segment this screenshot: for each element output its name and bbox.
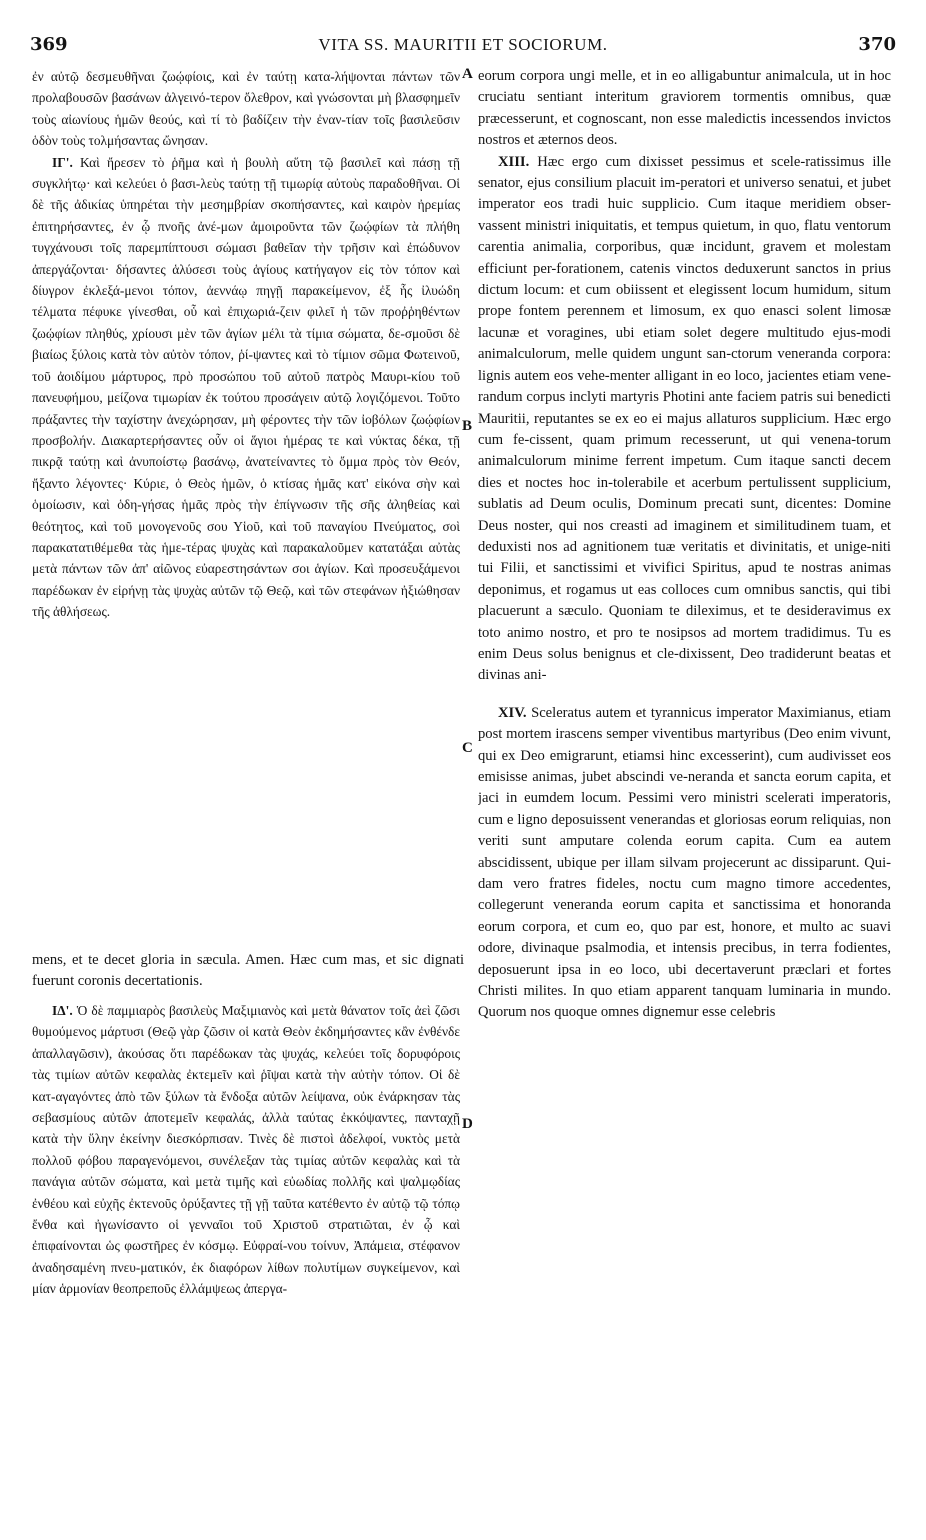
greek-column [32,66,460,1016]
margin-letter-a: A [462,66,473,82]
section-gap [478,687,891,703]
latin-section-14 [478,703,891,1024]
greek-column-lower [32,1000,460,1520]
running-title: VITA SS. MAURITII ET SOCIORUM. [318,35,608,54]
latin-paragraph-1: eorum corpora ungi melle, et in eo alligabuntur animalcula, ut in hoc cruciatu sentiant interitum graviorem tormentis omnibus, quæ præcesserunt, et cognoscant, non esse maledictis incessendos invictos nostros et æternos deos. [478,68,891,149]
margin-letter-c: C [462,740,473,756]
latin-column [478,66,891,1526]
greek-section-14-number: ΙΔ'. [52,1003,73,1018]
greek-paragraph-1: ἐν αὐτῷ δεσμευθῆναι ζωῴφίοις, καὶ ἐν ταύτῃ κατα-λήψονται πάντων τῶν προλαβουσῶν βασάνων ἀλγεινό-τερον ὄλεθρον, καὶ γνώσονται μὴ βλασφημεῖν τοὺς αἰωνίους ἡμῶν θεούς, καὶ τί τὸ βαδίζειν τὴν ἐναν-τίαν τοῖς βασιλεῦσιν ὁδὸν τοὺς τολμήσαντας ὤνησαν. [32,69,460,149]
margin-letter-b: B [462,418,473,434]
greek-section-13-text: Καὶ ἤρεσεν τὸ ῥῆμα καὶ ἡ βουλὴ αὕτη τῷ βασιλεῖ καὶ πάσῃ τῇ συγκλήτῳ· καὶ κελεύει ὁ βασι-λεὺς ταύτῃ τῇ τιμωρίᾳ αὐτοὺς παραδοθῆναι. Οἱ δὲ τῆς ἀδικίας ὑπηρέται τὴν μεσημβρίαν σκοπήσαντες, καὶ καιρὸν ἠρεμίας ἐπιτηρήσαντες, ἐν ᾧ πνοῆς ἀνέ-μων ἀμοιροῦντα τῶν ζωῴφίων τὰ πλήθη τυγχάνουσι τοῖς παρεμπίπτουσι σώμασι βαθεῖαν τὴν τρῆσιν καὶ ἐπώδυνον ἀπεργάζονται· δήσαντες ἁλύσεσι τοὺς ἁγίους κατήγαγον εἰς τὸν τόπον καὶ δίυγρον ἐκλεξά-μενοι τόπον, ἀεννάῳ πηγῇ παρακείμενον, ἐξ ἧς ἰλυώδη τέλματα πέφυκε γίνεσθαι, οὗ καὶ ἐπιχωριά-ζειν φιλεῖ ἡ τῶν προῤῥηθέντων ζωῴφίων πληθύς, χρίουσι μὲν τῶν ἁγίων μέλι τὰ τίμια σώματα, δε-σμοῦσι δὲ βιαίως ξύλοις κατὰ τὸν αὐτὸν τόπον, ῥί-ψαντες καὶ τὸ τίμιον σῶμα Φωτεινοῦ, τοῦ ἀοιδίμου μάρτυρος, πρὸ προσώπου τοῦ αὐτοῦ πατρὸς Μαυρι-κίου τοῦ πανευφήμου, μείζονα τιμωρίαν ἐκ τούτου προσάγειν αὐτῷ λογιζόμενοι. Τοῦτο πράξαντες τὴν ταχίστην ἀνεχώρησαν, μὴ φέροντες τὴν τῶν ἰοβόλων ζωῴφίων προσβολήν. Διακαρτερήσαντες οὖν οἱ ἅγιοι ἡμέρας τε καὶ νύκτας δέκα, τῇ πικρᾷ ταύτῃ καὶ ἀνυποίστῳ βασάνῳ, ἀνατείναντες τὸ ὄμμα πρὸς τὸν Θεόν, ἤξαντο λέγοντες· Κύριε, ὁ Θεὸς ἡμῶν, ὁ κτίσας ἡμᾶς κατ' εἰκόνα σὴν καὶ ὁμοίωσιν, καὶ ὁδη-γήσας ἡμᾶς πρὸς τὴν ἐπίγνωσιν τῆς σῆς ἀληθείας καὶ θεότητος, καὶ τοῦ μονογενοῦς σου Υἱοῦ, καὶ τοῦ παναγίου Πνεύματος, σοὶ παρακατατιθέμεθα τὰς ἡμε-τέρας ψυχὰς καὶ παρακαλοῦμεν κατατάξαι αὐτὰς μετὰ πάντων τῶν ἀπ' αἰῶνος εὐαρεστησάντων σοι ἁγίων. Καὶ προσευξάμενοι παρέδωκαν ἐν εἰρήνῃ τὰς ψυχὰς αὐτῶν τῷ Θεῷ, καὶ τῶν στεφάνων ἠξιώθησαν τῆς ἀθλήσεως. [32,154,460,620]
latin-carryover [32,950,464,993]
latin-section-14-number: XIV. [498,704,527,721]
page-number-right: 370 [858,34,896,55]
greek-section-14-text: Ὁ δὲ παμμιαρὸς βασιλεὺς Μαξιμιανὸς καὶ μετὰ θάνατον τοῖς ἀεὶ ζῶσι θυμούμενος μάρτυσι (Θεῷ γὰρ ζῶσιν οἱ κατὰ Θεὸν ἐκδημήσαντες κἂν ἐνθένδε ἀπαλλαγῶσιν), ἀκούσας ὅτι παρέδωκαν τὰς ψυχάς, κελεύει τοῖς δορυφόροις τὰς τιμίων αὐτῶν κεφαλὰς ἐκτεμεῖν καὶ ῥῖψαι κατὰ τὴν αὐτὴν τόπον. Οἱ δὲ κατ-αγαγόντες ἀπὸ τῶν ξύλων τὰ ἔνδοξα αὐτῶν λείψανα, οὐκ ἐνάρκησαν τὰς σεβασμίους αὐτῶν ἀποτεμεῖν κεφαλάς, ἀλλὰ ταύτας ἐκκόψαντες, πανταχῇ κατὰ τὴν ὕλην ἐκείνην διεσκόρπισαν. Τινὲς δὲ πιστοὶ ἀδελφοί, νυκτὸς μετὰ πολλοῦ φόβου παραγενόμενοι, συνέλεξαν τὰς τιμίας αὐτῶν κεφαλὰς καὶ τὰ πανάγια αὐτῶν σώματα, καὶ μετὰ τιμῆς καὶ εὐωδίας πολλῆς καὶ ψαλμῳδίας ἐνθέου καὶ εὐχῆς ἐκτενοῦς ὀρύξαντες τῇ γῇ ταῦτα κατέθεντο ἐν αὐτῷ τῷ τόπῳ ἔνθα καὶ ἠγωνίσαντο οἱ γενναῖοι τοῦ Χριστοῦ στρατιῶται, ἐν ᾧ καὶ ἐπιφαίνονται ὡς φωστῆρες ἐν κόσμῳ. Εὐφραί-νου τοίνυν, Ἀπάμεια, στέφανον ἀναδησαμένη πνευ-ματικόν, ἐκ διαφόρων λίθων πολυτίμων συγκείμενον, καὶ μίαν ἁρμονίαν θεοπρεποῦς ἐλλάμψεως ἀπεργα- [32,1003,460,1297]
greek-section-13-number: ΙΓ'. [52,154,73,170]
running-header [30,34,896,58]
latin-section-13-text: Hæc ergo cum dixisset pessimus et scele-ratissimus ille senator, ejus consilium placuit im-peratori et universo senatui, et jubet imperator eos tradi huic supplicio. Cum itaque meridiem obser-vassent ministri iniquitatis, et tempus quietum, in quo, flatu ventorum carentia animalia, corporibus, quæ incidunt, gravem et molestam efficiunt per-forationem, catenis vinctos deduxerunt sanctos in prius dictum locum: et cum obiissent et elegissent locum humidum, situm prope fontem perennem et limosum, ex quo enasci solent limosæ lacunæ et voragines, ubi etiam solet degere multitudo ejus-modi animalculorum, melle quidem ungunt san-ctorum veneranda corpora: lignis autem eos vehe-menter alligant in eo loco, jacientes etiam vene-randum corpus inclyti martyris Photini ante faciem patris sui benedicti Mauritii, reputantes se ex eo ei majus allaturos supplicium. Hæc ergo cum fe-cissent, quam primum recesserunt, ut qui venena-torum animalculorum minime ferrent impetum. Cum itaque sancti decem dies et noctes hoc in-tolerabile et acerbum pertulissent supplicium, sublatis ad Deum oculis, Dominum precati sunt, dicentes: Domine Deus noster, qui nos creasti ad imaginem et similitudinem tuam, et deduxisti nos ad agnitionem tuæ veritatis et divinitatis, et unige-niti tui Filii, et sanctissimi et vivifici Spiritus, apud te nostras animas deponimus, et rogamus ut eas colloces cum omnibus sanctis, qui tibi placuerunt a sæculo. Quoniam te dileximus, et te desideravimus ex toto animo nostro, et pro te nosipsos ad mortem tradidimus. Tu es enim Deus solus benignus et cle-dixissent, Deo tradiderunt beatas et divinas ani- [478,153,891,684]
latin-section-13 [478,152,891,687]
latin-section-13-number: XIII. [498,153,530,170]
page-number-left: 369 [30,34,68,55]
greek-section-13 [32,152,460,623]
margin-letter-d: D [462,1116,473,1132]
greek-section-14 [32,1000,460,1300]
latin-carryover-text: mens, et te decet gloria in sæcula. Amen. Hæc cum mas, et sic dignati fuerunt coronis decertationis. [32,952,464,990]
latin-section-14-text: Sceleratus autem et tyrannicus imperator Maximianus, etiam post mortem irascens semper viventibus martyribus (Deo enim vivunt, qui ex Deo emigrarunt, etiamsi hinc excesserint), cum audivisset eos emisisse animas, jubet abscindi ve-neranda et sancta eorum capita, et jaci in eumdem locum. Pessimi vero ministri scelerati imperatoris, cum e ligno deposuissent venerandas et gloriosas eorum reliquias, non veriti sunt amputare colenda eorum capita. Cum ea autem abscidissent, ubique per illam silvam projecerunt ac dissiparunt. Qui-dam vero fratres fideles, noctu cum magno timore accedentes, collegerunt veneranda eorum capita et sanctissima et honoranda eorum corpora, et cum eo, quo par est, honore, et multo ac suavi odore, divinaque psalmodia, et intensis precibus, in terra fodientes, deposuerunt ipsa in eo loco, ubi decertaverunt præclari et fortes Christi milites. In quo etiam apparent tanquam luminaria in mundo. Quorum nos quoque omnes dignemur esse celebris [478,704,891,1021]
